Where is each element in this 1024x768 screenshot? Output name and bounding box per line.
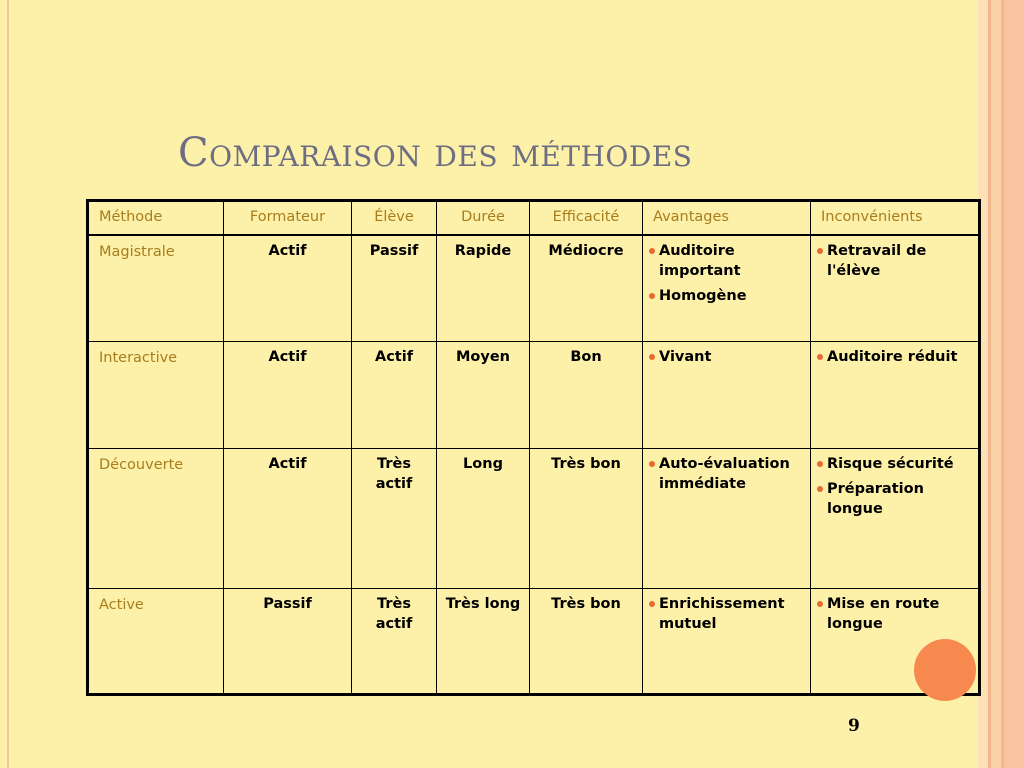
bullet-item (649, 241, 804, 281)
header-inconvenients: Inconvénients (811, 201, 980, 235)
bullet-text: Auditoire important (659, 242, 741, 279)
bullet-text: Homogène (659, 287, 747, 304)
formateur-cell: Passif (224, 589, 352, 695)
bullet-text: Enrichissement mutuel (659, 596, 785, 632)
comparison-table (86, 199, 981, 696)
table-row (88, 449, 980, 589)
header-avantages: Avantages (643, 201, 811, 235)
decorative-circle (914, 639, 976, 701)
bullet-text: Auto-évaluation immédiate (659, 456, 790, 492)
left-border-line (7, 0, 9, 768)
table-header-row (88, 201, 980, 235)
table-row (88, 235, 980, 342)
header-eleve: Élève (352, 201, 437, 235)
bullet-dot-icon (649, 601, 655, 607)
slide-title: Comparaison des méthodes (178, 130, 693, 176)
header-methode: Méthode (88, 201, 224, 235)
bullet-item (649, 286, 804, 306)
bullet-item (649, 594, 804, 634)
avantages-cell (643, 589, 811, 695)
eleve-text: Très actif (375, 596, 413, 632)
bullet-dot-icon (817, 248, 823, 254)
bullet-text: Retravail de l'élève (827, 242, 927, 279)
bullet-dot-icon (817, 354, 823, 360)
efficacite-cell: Très bon (530, 589, 643, 695)
avantages-cell (643, 342, 811, 449)
inconvenients-cell (811, 449, 980, 589)
eleve-text: Très actif (375, 456, 413, 492)
method-cell: Découverte (88, 449, 224, 589)
bullet-item (817, 241, 972, 281)
header-efficacite: Efficacité (530, 201, 643, 235)
header-formateur: Formateur (224, 201, 352, 235)
bullet-item (817, 347, 972, 367)
bullet-item (817, 454, 972, 474)
bullet-text: Risque sécurité (827, 456, 954, 472)
method-cell: Interactive (88, 342, 224, 449)
formateur-cell: Actif (224, 449, 352, 589)
bullet-dot-icon (817, 461, 823, 467)
eleve-cell: Actif (352, 342, 437, 449)
formateur-cell: Actif (224, 342, 352, 449)
right-decorative-stripes (978, 0, 1024, 768)
bullet-dot-icon (649, 354, 655, 360)
bullet-item (649, 454, 804, 494)
bullet-dot-icon (649, 461, 655, 467)
efficacite-cell: Très bon (530, 449, 643, 589)
efficacite-cell: Bon (530, 342, 643, 449)
bullet-text: Mise en route longue (827, 596, 940, 632)
header-duree: Durée (437, 201, 530, 235)
bullet-text: Préparation longue (827, 481, 924, 517)
bullet-text: Auditoire réduit (827, 349, 958, 365)
formateur-cell: Actif (224, 235, 352, 342)
bullet-item (817, 594, 972, 634)
duree-cell: Moyen (437, 342, 530, 449)
duree-cell: Très long (437, 589, 530, 695)
eleve-cell (352, 589, 437, 695)
bullet-dot-icon (649, 248, 655, 254)
inconvenients-cell (811, 235, 980, 342)
eleve-cell (352, 449, 437, 589)
method-cell: Active (88, 589, 224, 695)
avantages-cell (643, 235, 811, 342)
efficacite-cell: Médiocre (530, 235, 643, 342)
avantages-cell (643, 449, 811, 589)
bullet-item (649, 347, 804, 367)
method-cell: Magistrale (88, 235, 224, 342)
bullet-text: Vivant (659, 349, 712, 365)
inconvenients-cell (811, 342, 980, 449)
bullet-dot-icon (817, 601, 823, 607)
bullet-dot-icon (817, 486, 823, 492)
page-number: 9 (848, 716, 860, 736)
table-row (88, 342, 980, 449)
eleve-cell: Passif (352, 235, 437, 342)
duree-cell: Long (437, 449, 530, 589)
duree-cell: Rapide (437, 235, 530, 342)
bullet-dot-icon (649, 293, 655, 299)
table-row (88, 589, 980, 695)
bullet-item (817, 479, 972, 519)
